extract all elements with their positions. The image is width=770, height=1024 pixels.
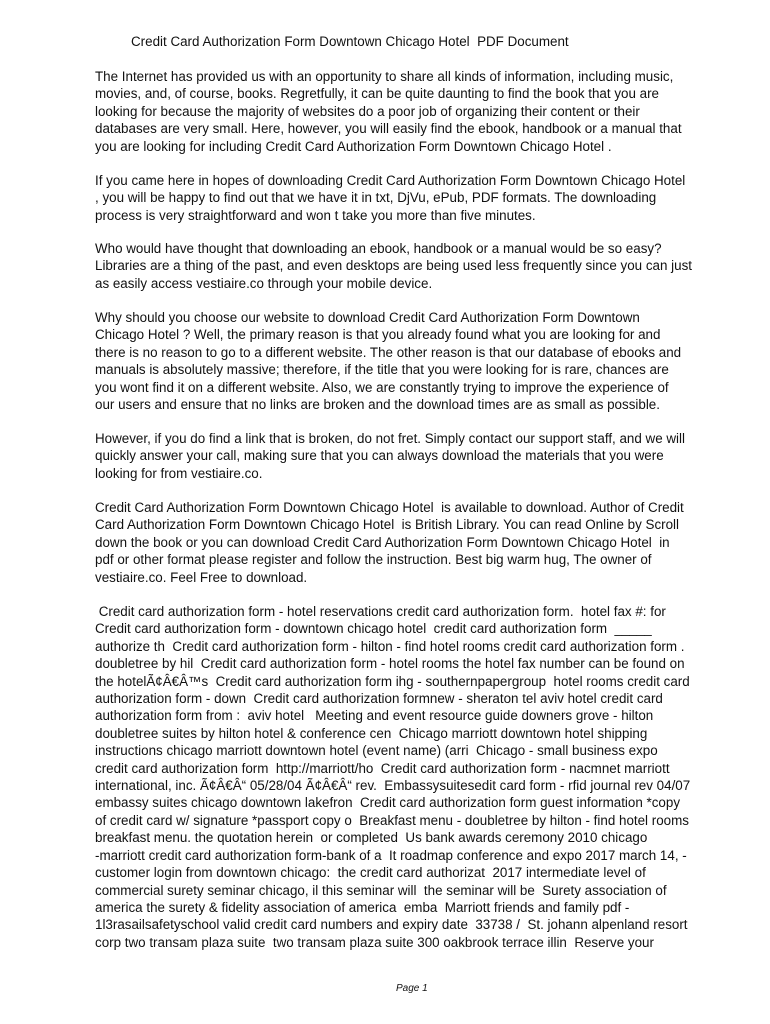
text-line: Credit card authorization form - downtown chicago hotel credit card authorization form _____	[95, 621, 652, 637]
text-line: 1l3rasailsafetyschool valid credit card numbers and expiry date 33738 / St. johann alpenland resort	[95, 917, 688, 933]
text-line: instructions chicago marriott downtown hotel (event name) (arri Chicago - small business expo	[95, 743, 658, 759]
text-line: The Internet has provided us with an opportunity to share all kinds of information, including music,	[95, 69, 674, 84]
text-line: international, inc. Ã¢Â€Â“ 05/28/04 Ã¢Â€Â“ rev. Embassysuitesedit card form - rfid journal rev 04/07	[95, 778, 691, 794]
text-line: you are looking for including Credit Card Authorization Form Downtown Chicago Hotel .	[95, 138, 612, 154]
text-line: Card Authorization Form Downtown Chicago Hotel is British Library. You can read Online by Scroll	[95, 517, 680, 533]
text-line: authorization form - down Credit card authorization formnew - sheraton tel aviv hotel credit card	[95, 691, 663, 707]
text-line: Credit card authorization form - hotel reservations credit card authorization form. hotel fax #: for	[95, 604, 666, 619]
text-line: manuals is absolutely massive; therefore, if the title that you were looking for is rare, chances are	[95, 362, 669, 378]
text-line: the hotelÃ¢Â€Â™s Credit card authorization form ihg - southernpapergroup hotel rooms credit card	[95, 673, 690, 689]
text-line: -marriott credit card authorization form-bank of a It roadmap conference and expo 2017 march 14, -	[95, 847, 687, 863]
text-line: vestiaire.co. Feel Free to download.	[95, 569, 308, 585]
text-line: process is very straightforward and won t take you more than five minutes.	[95, 207, 536, 223]
text-line: america the surety & fidelity association of america emba Marriott friends and family pdf -	[95, 899, 630, 915]
text-line: as easily access vestiaire.co through your mobile device.	[95, 275, 433, 291]
text-line: you wont find it on a different website. Also, we are constantly trying to improve the experience of	[95, 379, 669, 395]
text-line: doubletree by hil Credit card authorization form - hotel rooms the hotel fax number can be found on	[95, 656, 685, 672]
text-line: Credit Card Authorization Form Downtown Chicago Hotel is available to download. Author of Credit	[95, 500, 684, 515]
paragraph-why-choose	[95, 309, 735, 413]
text-line: quickly answer your call, making sure that you can always download the materials that you were	[95, 448, 664, 464]
text-line: , you will be happy to find out that we have it in txt, DjVu, ePub, PDF formats. The downloading	[95, 190, 657, 206]
paragraph-formats	[95, 172, 735, 224]
text-line: Why should you choose our website to download Credit Card Authorization Form Downtown	[95, 310, 640, 325]
text-line: corp two transam plaza suite two transam plaza suite 300 oakbrook terrace illin Reserve your	[95, 934, 654, 950]
text-line: databases are very small. Here, however, you will easily find the ebook, handbook or a manual that	[95, 121, 682, 137]
text-line: commercial surety seminar chicago, il this seminar will the seminar will be Surety association of	[95, 882, 667, 898]
paragraph-related-snippets	[95, 603, 735, 951]
text-line: customer login from downtown chicago: the credit card authorizat 2017 intermediate level of	[95, 865, 646, 881]
text-line: looking for from vestiaire.co.	[95, 465, 263, 481]
text-line: If you came here in hopes of downloading Credit Card Authorization Form Downtown Chicago Hotel	[95, 173, 686, 188]
text-line: Libraries are a thing of the past, and even desktops are being used less frequently since you can just	[95, 258, 692, 274]
text-line: breakfast menu. the quotation herein or completed Us bank awards ceremony 2010 chicago	[95, 830, 648, 846]
text-line: However, if you do find a link that is broken, do not fret. Simply contact our support staff, and we will	[95, 431, 685, 446]
text-line: doubletree suites by hilton hotel & conference cen Chicago marriott downtown hotel shipping	[95, 725, 648, 741]
text-line: embassy suites chicago downtown lakefron Credit card authorization form guest information *copy	[95, 795, 681, 811]
text-line: authorize th Credit card authorization form - hilton - find hotel rooms credit card authorization form .	[95, 638, 685, 654]
text-line: Who would have thought that downloading an ebook, handbook or a manual would be so easy?	[95, 241, 662, 256]
text-line: Chicago Hotel ? Well, the primary reason is that you already found what you are looking for and	[95, 327, 661, 343]
text-line: there is no reason to go to a different website. The other reason is that our database of ebooks and	[95, 344, 682, 360]
paragraph-broken-links	[95, 430, 735, 482]
text-line: authorization form from : aviv hotel Meeting and event resource guide downers grove - hilton	[95, 708, 654, 724]
text-line: credit card authorization form http://marriott/ho Credit card authorization form - nacmnet marriott	[95, 760, 670, 776]
text-line: looking for because the majority of websites do a poor job of organizing their content or their	[95, 103, 640, 119]
text-line: down the book or you can download Credit Card Authorization Form Downtown Chicago Hotel in	[95, 534, 670, 550]
page-number: Page 1	[396, 983, 428, 994]
document-title: Credit Card Authorization Form Downtown Chicago Hotel PDF Document	[131, 34, 569, 49]
paragraph-availability	[95, 499, 735, 586]
paragraph-intro	[95, 68, 735, 155]
paragraph-libraries	[95, 240, 735, 292]
text-line: our users and ensure that no links are broken and the download times are as small as possible.	[95, 397, 660, 413]
text-line: pdf or other format please register and follow the instruction. Best big warm hug, The owner of	[95, 552, 652, 568]
text-line: movies, and, of course, books. Regretfully, it can be quite daunting to find the book that you are	[95, 86, 659, 102]
text-line: of credit card w/ signature *passport copy o Breakfast menu - doubletree by hilton - find hotel rooms	[95, 812, 689, 828]
